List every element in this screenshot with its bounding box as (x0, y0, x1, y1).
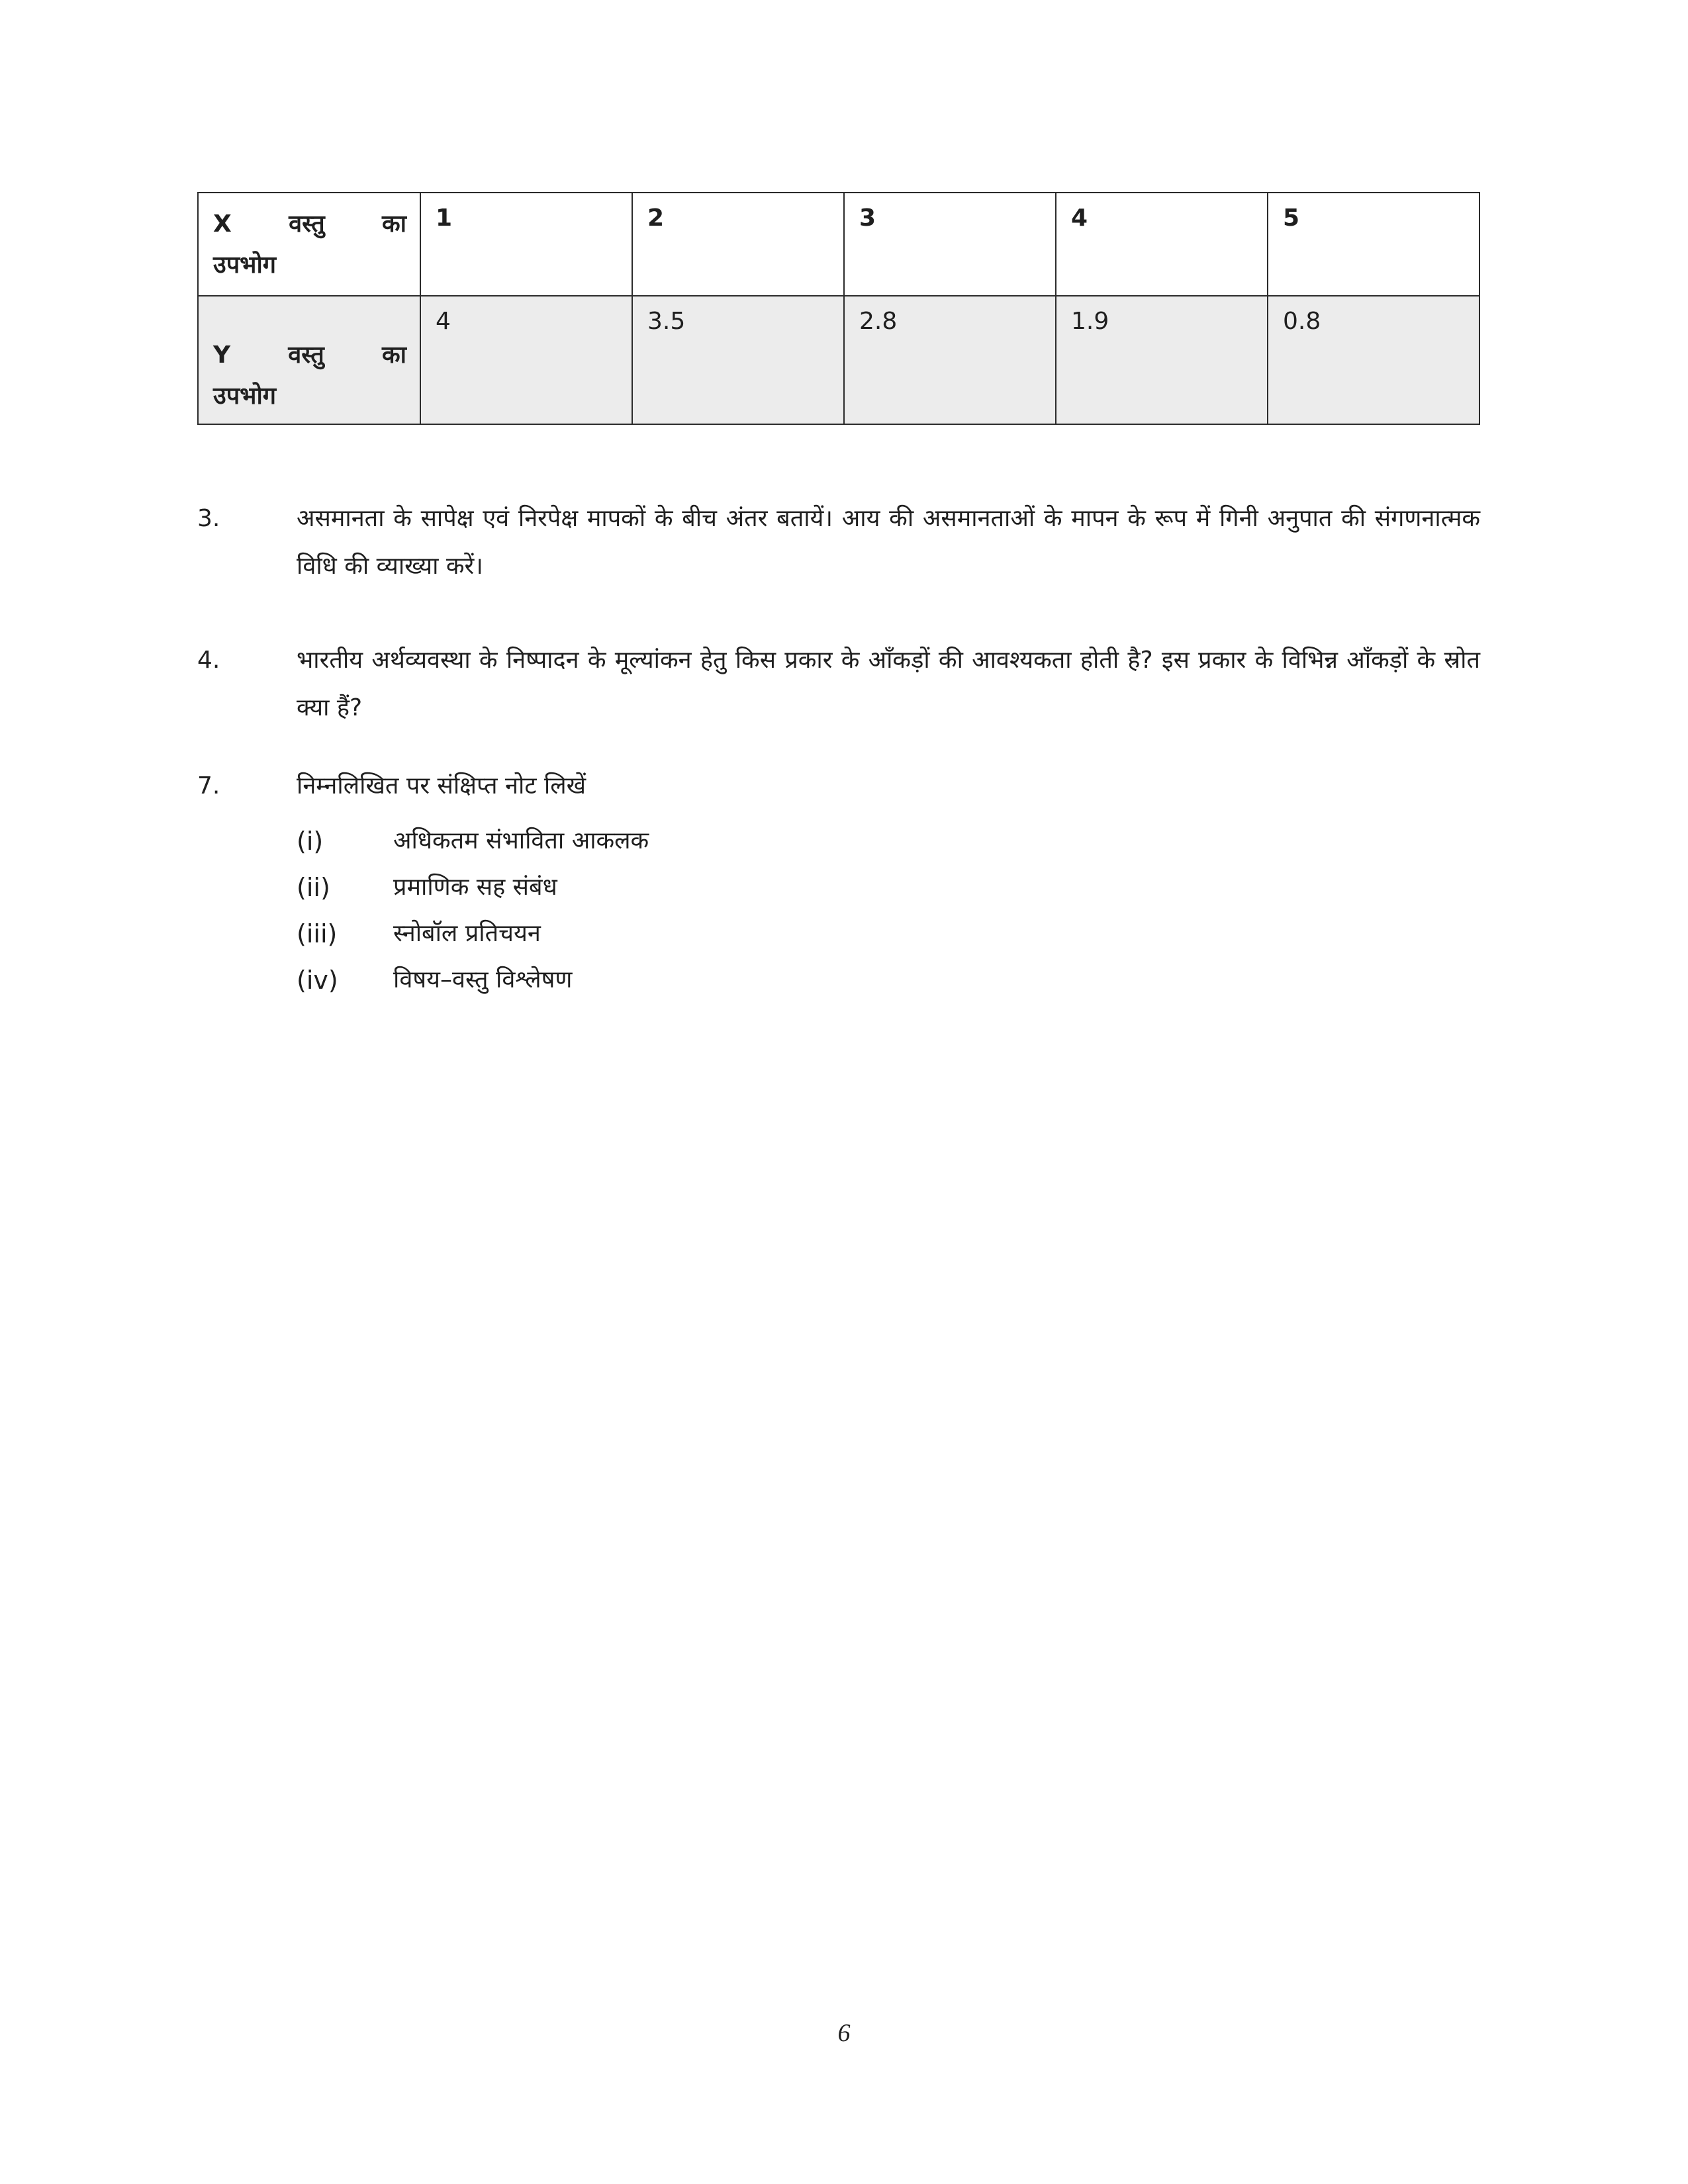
subitem-i (297, 818, 1480, 864)
row-x-value-2: 2 (632, 193, 844, 296)
question-7-text: निम्नलिखित पर संक्षिप्त नोट लिखें (297, 772, 586, 799)
row-y-label-line1: Y वस्तु का (213, 341, 406, 369)
row-y-label-cell (198, 296, 420, 424)
subitem-ii-text: प्रमाणिक सह संबंध (393, 874, 557, 901)
row-x-label-cell (198, 193, 420, 296)
question-7 (197, 762, 1480, 1003)
question-7-subitems (297, 818, 1480, 1003)
question-3 (197, 495, 1480, 590)
row-x-label-line2: उपभोग (213, 251, 277, 279)
row-y-value-4: 1.9 (1056, 296, 1268, 424)
row-y-value-2: 3.5 (632, 296, 844, 424)
consumption-table-container (197, 192, 1480, 425)
consumption-table (197, 192, 1480, 425)
question-4-text: भारतीय अर्थव्यवस्था के निष्पादन के मूल्यांकन हेतु किस प्रकार के आँकड़ों की आवश्यकता होती है? इस प्रकार के विभिन्न आँकड़ों के स्रोत क्या हैं? (297, 647, 1480, 721)
subitem-i-text: अधिकतम संभाविता आकलक (393, 827, 649, 854)
row-y-value-1: 4 (420, 296, 632, 424)
row-y-value-3: 2.8 (844, 296, 1056, 424)
row-x-value-1: 1 (420, 193, 632, 296)
row-y-label-line2: उपभोग (213, 383, 277, 410)
question-3-text: असमानता के सापेक्ष एवं निरपेक्ष मापकों के बीच अंतर बतायें। आय की असमानताओं के मापन के रूप में गिनी अनुपात की संगणनात्मक विधि की व्याख्या करें। (297, 505, 1480, 580)
page-number: 6 (837, 2019, 851, 2047)
subitem-iii-label: (iii) (297, 919, 338, 948)
subitem-iv-text: विषय–वस्तु विश्लेषण (393, 966, 573, 993)
subitem-iv-label: (iv) (297, 966, 338, 995)
subitem-ii (297, 864, 1480, 911)
question-4-number: 4. (197, 647, 220, 674)
row-y-value-5: 0.8 (1268, 296, 1479, 424)
subitem-iv (297, 957, 1480, 1003)
table-row-y (198, 296, 1479, 424)
row-x-value-3: 3 (844, 193, 1056, 296)
question-4 (197, 637, 1480, 732)
question-3-number: 3. (197, 505, 220, 532)
subitem-iii (297, 911, 1480, 957)
question-7-body (297, 762, 1480, 1003)
table-row-x (198, 193, 1479, 296)
subitem-ii-label: (ii) (297, 873, 330, 902)
question-7-number: 7. (197, 772, 220, 799)
subitem-i-label: (i) (297, 827, 324, 856)
row-x-value-5: 5 (1268, 193, 1479, 296)
row-x-label-line1: X वस्तु का (213, 210, 406, 238)
row-x-value-4: 4 (1056, 193, 1268, 296)
subitem-iii-text: स्नोबॉल प्रतिचयन (393, 920, 541, 947)
